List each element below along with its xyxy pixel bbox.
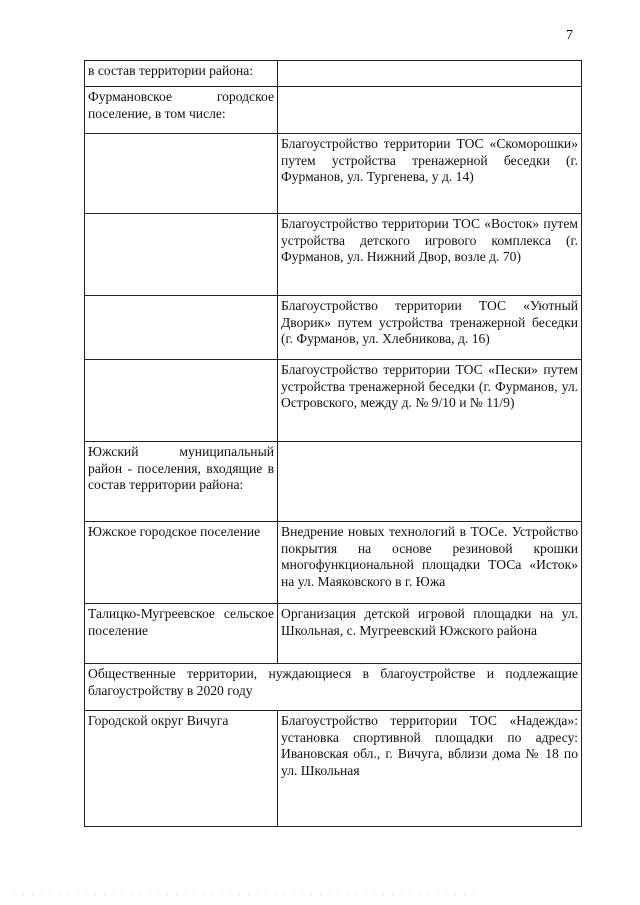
table-cell-territory [85,360,278,442]
territory-table [84,60,582,827]
table-row [85,442,582,522]
table-cell-territory: Южское городское поселение [85,522,278,604]
table-cell-territory: Южский муниципальный район - поселения, входящие в состав территории района: [85,442,278,522]
table-cell-project: Внедрение новых технологий в ТОСе. Устройство покрытия на основе резиновой крошки многофункциональной площадки ТОСа «Исток» на ул. Маяковского в г. Южа [278,522,582,604]
table-row [85,61,582,87]
table-row [85,522,582,604]
table-cell-project: Благоустройство территории ТОС «Восток» путем устройства детского игрового комплекса (г. Фурманов, ул. Нижний Двор, возле д. 70) [278,214,582,296]
table-cell-territory: Фурмановское городское поселение, в том числе: [85,87,278,134]
table-cell-project: Благоустройство территории ТОС «Уютный Дворик» путем устройства тренажерной беседки (г. Фурманов, ул. Хлебникова, д. 16) [278,296,582,360]
table-cell-territory: в состав территории района: [85,61,278,87]
table-row [85,360,582,442]
table-cell-project [278,442,582,522]
table-row [85,604,582,664]
table-cell-territory: Талицко-Мугреевское сельское поселение [85,604,278,664]
table-cell-project: Благоустройство территории ТОС «Надежда»: установка спортивной площадки по адресу: Ивановская обл., г. Вичуга, вблизи дома № 18 по ул. Школьная [278,711,582,827]
table-cell-territory: Городской округ Вичуга [85,711,278,827]
table-cell-project [278,87,582,134]
table-row [85,296,582,360]
page-number: 7 [566,28,573,43]
table-cell-project: Организация детской игровой площадки на ул. Школьная, с. Мугреевский Южского района [278,604,582,664]
table-cell-territory [85,296,278,360]
table-row [85,711,582,827]
section-header: Общественные территории, нуждающиеся в благоустройстве и подлежащие благоустройству в 2020 году [85,664,582,711]
table-row [85,134,582,214]
table-cell-project: Благоустройство территории ТОС «Скоморошки» путем устройства тренажерной беседки (г. Фурманов, ул. Тургенева, у д. 14) [278,134,582,214]
section-header-row [85,664,582,711]
table-row [85,87,582,134]
table-cell-territory [85,214,278,296]
table-cell-project: Благоустройство территории ТОС «Пески» путем устройства тренажерной беседки (г. Фурманов, ул. Островского, между д. № 9/10 и № 11/9) [278,360,582,442]
table-cell-territory [85,134,278,214]
table-cell-project [278,61,582,87]
table-row [85,214,582,296]
scan-artifact [10,893,480,895]
